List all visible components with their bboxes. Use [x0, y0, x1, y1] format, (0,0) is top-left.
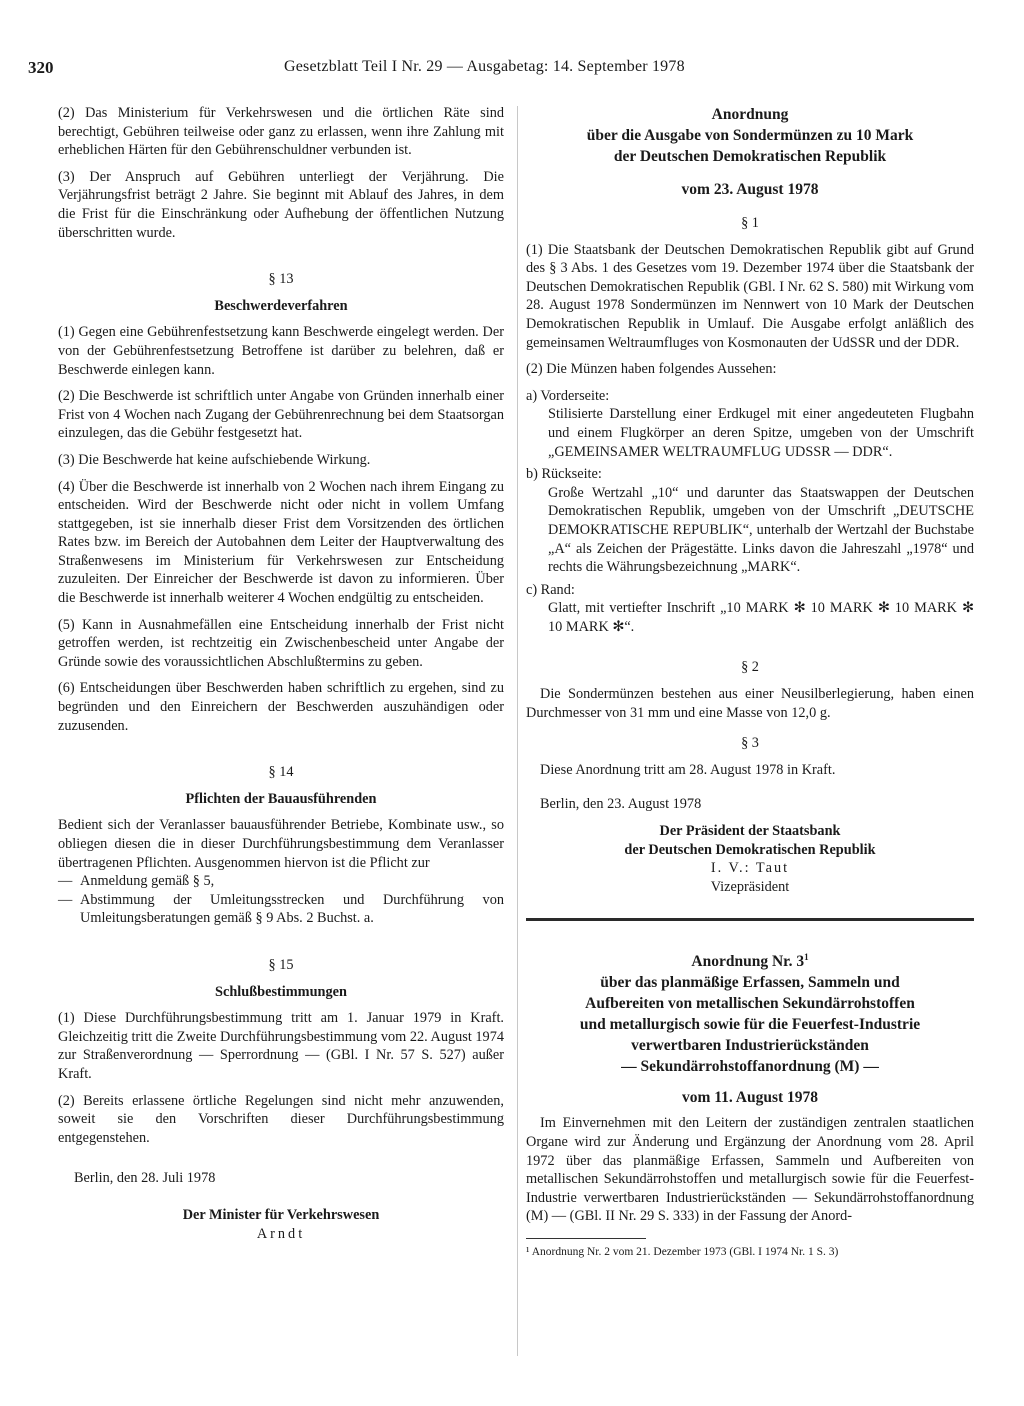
list-item-label: b) Rückseite:	[526, 466, 602, 483]
paragraph: (6) Entscheidungen über Beschwerden haben schriftlich zu ergehen, sind zu begründen und den Einreichern der Beschwerden auszuhändigen oder zuzusenden.	[58, 680, 504, 734]
list-item-text: Anmeldung gemäß § 5,	[80, 873, 215, 890]
paragraph: (5) Kann in Ausnahmefällen eine Entscheidung innerhalb der Frist nicht getroffen werden, ist rechtzeitig ein Zwischenbescheid unter Angabe der Gründe sowie des voraussichtlichen Abschlußtermins zu geben.	[58, 616, 504, 670]
ordinance-date: vom 11. August 1978	[681, 1089, 819, 1107]
paragraph: (1) Die Staatsbank der Deutschen Demokratischen Republik gibt auf Grund des § 3 Abs. 1 des Gesetzes vom 19. Dezember 1974 über die Staatsbank der Deutschen Demokratischen Republik (GBl. I Nr. 62 S. 580) mit Wirkung vom 28. August 1978 Sondermünzen im Nennwert von 10 Mark der Deutschen Demokratischen Republik in Umlauf. Die Ausgabe erfolgt anläßlich des gemeinsamen Weltraumfluges von Kosmonauten der UdSSR und der DDR.	[526, 241, 974, 351]
paragraph: Diese Anordnung tritt am 28. August 1978 in Kraft.	[540, 761, 836, 778]
paragraph: (2) Die Münzen haben folgendes Aussehen:	[526, 361, 777, 378]
section-number: § 3	[741, 735, 759, 752]
ordinance-title-text: Anordnung Nr. 3	[691, 953, 805, 971]
ordinance-date: vom 23. August 1978	[681, 181, 819, 198]
paragraph: (1) Diese Durchführungsbestimmung tritt am 1. Januar 1979 in Kraft. Gleichzeitig tritt die Zweite Durchführungsbestimmung vom 22. August 1974 zur Straßenverordnung — Sperrordnung — (GBl. I Nr. 57 S. 527) außer Kraft.	[58, 1010, 504, 1082]
signatory-name: Arndt	[256, 1225, 306, 1242]
signatory-role: Vizepräsident	[710, 878, 790, 895]
list-item-label: c) Rand:	[526, 581, 575, 598]
section-number: § 1	[741, 215, 759, 231]
signatory-name: I. V.: Taut	[710, 860, 790, 877]
ordinance-short-title: — Sekundärrohstoffanordnung (M) —	[621, 1058, 879, 1076]
section-title: Beschwerdeverfahren	[214, 297, 348, 314]
list-item-text: Glatt, mit vertiefter Inschrift „10 MARK ✻ 10 MARK ✻ 10 MARK ✻ 10 MARK ✻“.	[548, 600, 974, 635]
page-header	[28, 58, 980, 88]
paragraph: (2) Die Beschwerde ist schriftlich unter Angabe von Gründen innerhalb einer Frist von 4 Wochen nach Zugang der Gebührenrechnung bei dem Staatsorgan einzulegen, das die Gebühr festgesetzt hat.	[58, 388, 504, 442]
right-column	[526, 104, 974, 1384]
paragraph: (2) Bereits erlassene örtliche Regelungen sind nicht mehr anzuwenden, soweit sie den Vorschriften dieser Durchführungsbestimmung entgegenstehen.	[58, 1092, 504, 1146]
list-item-text: Abstimmung der Umleitungsstrecken und Durchführung von Umleitungsberatungen gemäß § 9 Abs. 2 Buchst. a.	[80, 891, 504, 927]
place-date: Berlin, den 28. Juli 1978	[74, 1170, 216, 1187]
column-divider	[517, 106, 518, 1356]
list-item-text: Stilisierte Darstellung einer Erdkugel mit einer angedeuteten Flugbahn und einem Flugkörper an deren Spitze, umgeben von der Umschrift „GEMEINSAMER WELTRAUMFLUG UDSSR — DDR“.	[548, 406, 974, 460]
section-number: § 13	[268, 271, 294, 288]
list-item	[526, 465, 974, 577]
paragraph: Die Sondermünzen bestehen aus einer Neusilberlegierung, haben einen Durchmesser von 31 mm und eine Masse von 12,0 g.	[526, 686, 974, 721]
section-rule	[526, 918, 974, 921]
running-head: Gesetzblatt Teil I Nr. 29 — Ausgabetag: 14. September 1978	[284, 58, 685, 75]
section-title: Pflichten der Bauausführenden	[185, 790, 377, 807]
list-item	[58, 872, 504, 891]
left-column	[58, 104, 504, 1384]
footnote: ¹ Anordnung Nr. 2 vom 21. Dezember 1973 (GBl. I 1974 Nr. 1 S. 3)	[526, 1245, 839, 1258]
section-number: § 15	[268, 956, 294, 973]
place-date: Berlin, den 23. August 1978	[540, 796, 702, 813]
ordinance-subtitle: der Deutschen Demokratischen Republik	[613, 148, 887, 165]
ordinance-subtitle: Aufbereiten von metallischen Sekundärrohstoffen	[585, 995, 915, 1013]
ordinance-subtitle: über die Ausgabe von Sondermünzen zu 10 Mark	[586, 127, 914, 144]
signatory-title: der Deutschen Demokratischen Republik	[624, 841, 876, 858]
paragraph: Im Einvernehmen mit den Leitern der zuständigen zentralen staatlichen Organe wird zur Änderung und Ergänzung der Anordnung vom 28. April 1972 über das planmäßige Erfassen, Sammeln und Aufbereiten von metallischen Sekundärrohstoffen und metallurgisch sowie für die Feuerfest-Industrie verwertbaren Industrierückständen — Sekundärrohstoffanordnung (M) — (GBl. II Nr. 29 S. 333) in der Fassung der Anord-	[526, 1115, 974, 1225]
paragraph: (2) Das Ministerium für Verkehrswesen und die örtlichen Räte sind berechtigt, Gebühren teilweise oder ganz zu erlassen, wenn ihre Zahlung mit erheblichen Härten für den Gebührenschuldner verbunden ist.	[58, 105, 504, 159]
footnote-marker: 1	[804, 952, 809, 963]
dash-bullet: —	[58, 873, 73, 890]
section-number: § 14	[268, 764, 294, 781]
paragraph: (3) Der Anspruch auf Gebühren unterliegt der Verjährung. Die Verjährungsfrist beträgt 2 Jahre. Sie beginnt mit Ablauf des Jahres, in dem die Frist für die Einschränkung oder Aufhebung der öffentlichen Nutzung überschritten wurde.	[58, 168, 504, 241]
section-number: § 2	[741, 659, 759, 676]
paragraph: (1) Gegen eine Gebührenfestsetzung kann Beschwerde eingelegt werden. Der von der Gebührenfestsetzung Betroffene ist darüber zu belehren, daß er Beschwerde einlegen kann.	[58, 324, 504, 378]
ordinance-subtitle: verwertbaren Industrierückständen	[631, 1037, 869, 1055]
section-title: Schlußbestimmungen	[215, 983, 347, 1000]
footnote-rule	[526, 1238, 646, 1239]
list-item	[58, 891, 504, 928]
ordinance-title	[526, 951, 974, 972]
paragraph: (4) Über die Beschwerde ist innerhalb von 2 Wochen nach ihrem Eingang zu entscheiden. Wird der Beschwerde nicht oder nicht in vollem Umfang stattgegeben, ist sie innerhalb dieser Frist dem Vorsitzenden des örtlichen Rates bzw. im Bereich der Autobahnen dem Leiter der Hauptverwaltung des Straßenwesens im Ministerium für Verkehrswesen zur Entscheidung zuzuleiten. Der Einreicher der Beschwerde ist davon zu informieren. Über die Beschwerde ist innerhalb weiterer 4 Wochen endgültig zu entscheiden.	[58, 478, 504, 607]
list-item	[526, 581, 974, 637]
ordinance-title: Anordnung	[711, 106, 789, 123]
ordinance-subtitle: über das planmäßige Erfassen, Sammeln und	[600, 974, 900, 992]
signatory-title: Der Präsident der Staatsbank	[659, 823, 841, 840]
paragraph: (3) Die Beschwerde hat keine aufschiebende Wirkung.	[58, 451, 371, 468]
list-item	[526, 387, 974, 461]
dash-bullet: —	[58, 891, 73, 908]
ordinance-subtitle: und metallurgisch sowie für die Feuerfest-Industrie	[579, 1016, 921, 1034]
list-item-label: a) Vorderseite:	[526, 387, 610, 404]
paragraph: Bedient sich der Veranlasser bauausführender Betriebe, Kombinate usw., so obliegen diesen die in dieser Durchführungsbestimmung dem Veranlasser übertragenen Pflichten. Ausgenommen hiervon ist die Pflicht zur	[58, 817, 504, 871]
signatory-title: Der Minister für Verkehrswesen	[182, 1206, 380, 1223]
list-item-text: Große Wertzahl „10“ und darunter das Staatswappen der Deutschen Demokratischen Republik, umgeben von der Umschrift „DEUTSCHE DEMOKRATISCHE REPUBLIK“, unterhalb der Wertzahl der Buchstabe „A“ als Zeichen der Prägestätte. Links davon die Jahreszahl „1978“ und rechts die Währungsbezeichnung „MARK“.	[548, 484, 974, 576]
page-number: 320	[28, 58, 54, 77]
